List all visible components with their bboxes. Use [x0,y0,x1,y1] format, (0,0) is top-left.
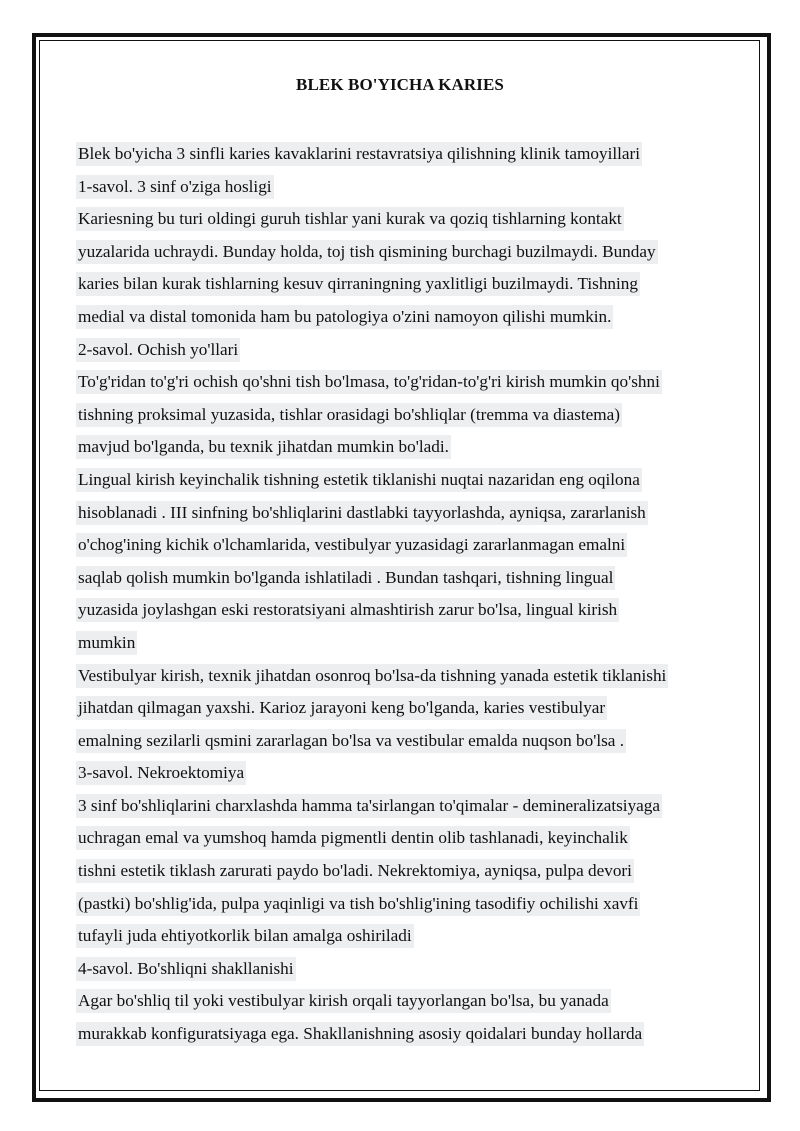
text-line [76,725,736,758]
text-line-content: karies bilan kurak tishlarning kesuv qirraningning yaxlitligi buzilmaydi. Tishning [76,272,640,296]
text-line-content: Kariesning bu turi oldingi guruh tishlar yani kurak va qoziq tishlarning kontakt [76,207,624,231]
text-line-content: (pastki) bo'shlig'ida, pulpa yaqinligi va tish bo'shlig'ining tasodifiy ochilishi xavfi [76,892,640,916]
text-line [76,399,736,432]
text-line [76,497,736,530]
text-line [76,562,736,595]
text-line-content: 4-savol. Bo'shliqni shakllanishi [76,957,296,981]
text-line-content: uchragan emal va yumshoq hamda pigmentli dentin olib tashlanadi, keyinchalik [76,826,630,850]
text-line [76,203,736,236]
text-line [76,171,736,204]
document-title: BLEK BO'YICHA KARIES [296,75,504,94]
text-line-content: saqlab qolish mumkin bo'lganda ishlatiladi . Bundan tashqari, tishning lingual [76,566,615,590]
text-line-content: murakkab konfiguratsiyaga ega. Shakllanishning asosiy qoidalari bunday hollarda [76,1022,644,1046]
text-line [76,757,736,790]
text-line [76,790,736,823]
text-line [76,594,736,627]
text-line-content: emalning sezilarli qsmini zararlagan bo'lsa va vestibular emalda nuqson bo'lsa . [76,729,626,753]
text-line-content: 3-savol. Nekroektomiya [76,761,246,785]
text-line [76,660,736,693]
text-line-content: tufayli juda ehtiyotkorlik bilan amalga oshiriladi [76,924,414,948]
document-body [76,138,736,1051]
text-line [76,888,736,921]
text-line [76,920,736,953]
text-line [76,268,736,301]
text-line [76,236,736,269]
text-line [76,301,736,334]
text-line [76,855,736,888]
text-line [76,431,736,464]
text-line-content: Lingual kirish keyinchalik tishning estetik tiklanishi nuqtai nazaridan eng oqilona [76,468,642,492]
text-line-content: jihatdan qilmagan yaxshi. Karioz jarayoni keng bo'lganda, karies vestibulyar [76,696,607,720]
text-line [76,692,736,725]
text-line [76,627,736,660]
text-line [76,334,736,367]
text-line-content: hisoblanadi . III sinfning bo'shliqlarini dastlabki tayyorlashda, ayniqsa, zararlanish [76,501,648,525]
text-line-content: 2-savol. Ochish yo'llari [76,338,240,362]
text-line-content: Agar bo'shliq til yoki vestibulyar kirish orqali tayyorlangan bo'lsa, bu yanada [76,989,611,1013]
text-line-content: 1-savol. 3 sinf o'ziga hosligi [76,175,274,199]
text-line [76,985,736,1018]
text-line [76,366,736,399]
text-line-content: mavjud bo'lganda, bu texnik jihatdan mumkin bo'ladi. [76,435,451,459]
text-line-content: yuzasida joylashgan eski restoratsiyani almashtirish zarur bo'lsa, lingual kirish [76,598,619,622]
text-line [76,1018,736,1051]
text-line-content: o'chog'ining kichik o'lchamlarida, vestibulyar yuzasidagi zararlanmagan emalni [76,533,627,557]
text-line-content: To'g'ridan to'g'ri ochish qo'shni tish bo'lmasa, to'g'ridan-to'g'ri kirish mumkin qo'shni [76,370,662,394]
text-line-content: tishning proksimal yuzasida, tishlar orasidagi bo'shliqlar (tremma va diastema) [76,403,622,427]
text-line [76,822,736,855]
text-line [76,953,736,986]
text-line [76,529,736,562]
text-line-content: tishni estetik tiklash zarurati paydo bo'ladi. Nekrektomiya, ayniqsa, pulpa devori [76,859,634,883]
text-line [76,138,736,171]
text-line-content: Blek bo'yicha 3 sinfli karies kavaklarini restavratsiya qilishning klinik tamoyillari [76,142,642,166]
text-line-content: Vestibulyar kirish, texnik jihatdan osonroq bo'lsa-da tishning yanada estetik tiklanishi [76,664,668,688]
text-line-content: medial va distal tomonida ham bu patologiya o'zini namoyon qilishi mumkin. [76,305,613,329]
text-line [76,464,736,497]
text-line-content: yuzalarida uchraydi. Bunday holda, toj tish qismining burchagi buzilmaydi. Bunday [76,240,658,264]
text-line-content: mumkin [76,631,137,655]
text-line-content: 3 sinf bo'shliqlarini charxlashda hamma ta'sirlangan to'qimalar - demineralizatsiyaga [76,794,662,818]
